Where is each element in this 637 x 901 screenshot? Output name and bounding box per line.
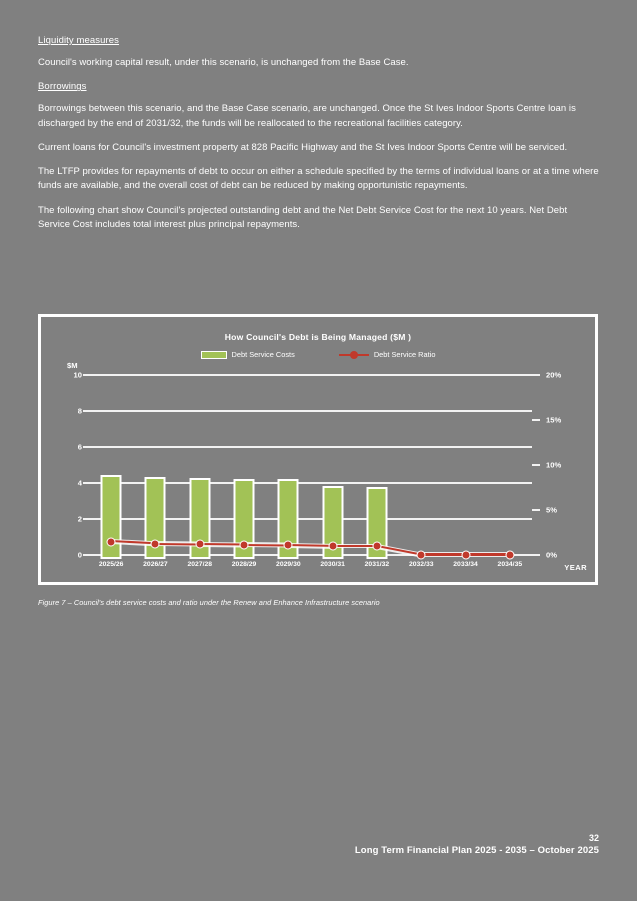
x-axis-tick-label: 2025/26 [98, 561, 124, 568]
chart-title: How Council's Debt is Being Managed ($M ) [224, 332, 412, 342]
x-axis-tick-label: 2026/27 [143, 561, 168, 568]
legend-item-debt-service-costs [201, 350, 295, 359]
y-axis-left-tick-label: 10 [73, 370, 82, 380]
line-data-point [372, 542, 381, 551]
legend-bar-swatch-icon [201, 351, 227, 359]
paragraph-ltfp-repayments: The LTFP provides for repayments of debt to occur on either a schedule specified by the terms of individual loans or at a time where funds are available, and the overall cost of debt can be reduced by making opportunistic repayments. [38, 166, 599, 192]
line-segment [421, 553, 465, 555]
line-data-point [195, 540, 204, 549]
y-axis-left-tickmark [83, 518, 89, 520]
page-footer [0, 833, 599, 856]
paragraph-chart-intro: The following chart show Council's projected outstanding debt and the Net Debt Service Cost for the next 10 years. Net Debt Service Cost includes total interest plus principal repayments. [38, 204, 568, 231]
paragraph-current-loans: Current loans for Council's investment property at 828 Pacific Highway and the St Ives Indoor Sports Centre will be serviced. [38, 141, 568, 153]
y-axis-right-tickmark [532, 509, 540, 511]
y-axis-right-tick-label: 20% [546, 370, 562, 380]
y-axis-left-tick-label: 4 [77, 478, 82, 488]
document-body [38, 34, 600, 242]
line-data-point [505, 550, 514, 559]
y-axis-right-tickmark [532, 554, 540, 556]
x-axis-tick-label: 2034/35 [497, 561, 523, 568]
chart-bar [101, 475, 122, 559]
gridline [89, 374, 532, 376]
y-axis-left-tickmark [83, 554, 89, 556]
x-axis-tick-label: 2028/29 [231, 561, 257, 568]
legend-line-marker-icon [339, 351, 369, 359]
paragraph-working-capital: Council's working capital result, under this scenario, is unchanged from the Base Case. [38, 57, 409, 68]
figure-caption: Figure 7 – Council's debt service costs and ratio under the Renew and Enhance Infrastructure scenario [38, 598, 380, 607]
y-axis-left-tickmark [83, 482, 89, 484]
y-axis-left-tick-label: 2 [77, 514, 82, 524]
y-axis-right-tick-label: 5% [546, 505, 557, 515]
line-data-point [461, 550, 470, 559]
chart-legend [41, 350, 595, 359]
line-data-point [417, 550, 426, 559]
line-data-point [240, 540, 249, 549]
legend-label-costs: Debt Service Costs [231, 350, 295, 359]
line-segment [333, 545, 377, 547]
y-axis-right-tick-label: 15% [546, 415, 562, 425]
section-heading-liquidity: Liquidity measures [38, 35, 120, 46]
y-axis-right-tickmark [532, 374, 540, 376]
y-axis-left-tickmark [83, 446, 89, 448]
page-number: 32 [588, 833, 599, 843]
y-axis-right-tick-label: 10% [546, 460, 562, 470]
x-axis-tick-label: 2030/31 [320, 561, 345, 568]
y-axis-left-tickmark [83, 410, 89, 412]
x-axis-label: YEAR [564, 563, 587, 572]
footer-title: Long Term Financial Plan 2025 - 2035 – October 2025 [354, 845, 599, 856]
x-axis-tick-label: 2029/30 [276, 561, 301, 568]
y-axis-left-tick-label: 6 [77, 442, 82, 452]
line-data-point [151, 539, 160, 548]
debt-chart-panel [38, 314, 598, 585]
y-axis-left-tick-label: 0 [77, 550, 82, 560]
y-axis-right-tickmark [532, 419, 540, 421]
line-data-point [328, 542, 337, 551]
section-heading-borrowings: Borrowings [38, 81, 87, 93]
y-axis-right-tick-label: 0% [546, 550, 557, 560]
line-segment [466, 553, 510, 555]
line-data-point [284, 541, 293, 550]
legend-label-ratio: Debt Service Ratio [373, 350, 436, 359]
x-axis-tick-label: 2031/32 [364, 561, 390, 568]
line-segment [155, 543, 199, 546]
line-data-point [107, 537, 116, 546]
gridline [89, 446, 532, 448]
line-segment [244, 544, 288, 547]
x-axis-tick-label: 2027/28 [187, 561, 213, 568]
y-axis-left-tickmark [83, 374, 89, 376]
y-axis-unit-label: $M [67, 361, 78, 370]
y-axis-left-tick-label: 8 [77, 406, 82, 416]
paragraph-borrowings: Borrowings between this scenario, and the Base Case scenario, are unchanged. Once the St Ives Indoor Sports Centre loan is discharged by the end of 2031/32, the funds will be reallocated to the recreational facilities category. [38, 103, 576, 129]
gridline [89, 410, 532, 412]
y-axis-right-tickmark [532, 464, 540, 466]
chart-plot-area [73, 370, 562, 568]
x-axis-tick-label: 2033/34 [453, 561, 478, 568]
legend-item-debt-service-ratio [339, 350, 436, 359]
x-axis-tick-label: 2032/33 [408, 561, 434, 568]
